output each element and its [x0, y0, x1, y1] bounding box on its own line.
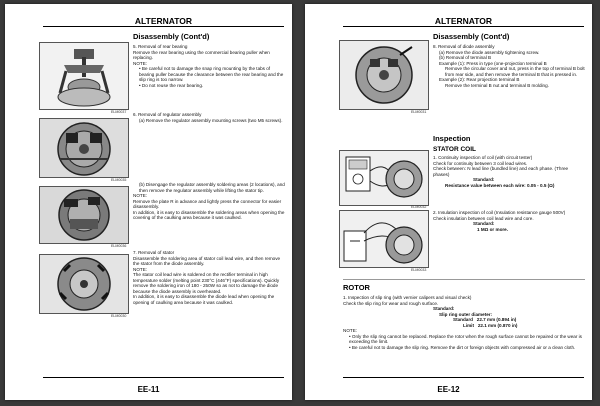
figure-code: ELM0030: [111, 314, 127, 318]
note-item: In addition, it is easy to disassemble the soldering areas when opening the covering of the caulking area because it was caulked.: [133, 209, 285, 220]
stator-removal-figure: [39, 254, 129, 314]
insulation-gauge-figure: [339, 210, 429, 268]
standard-label: Standard:: [473, 177, 495, 182]
section-divider: [343, 279, 585, 280]
step-text: (b) Removal of terminal B: [439, 55, 492, 60]
step-text: (b) Disengage the regulator assembly soldering areas (2 locations), and then remove the regulator assembly while lifting the stator tip.: [139, 182, 285, 193]
left-text-column: [133, 32, 285, 88]
step-text: Disassemble the soldering area of stator coil lead wire, and then remove the stator from the diode assembly.: [133, 255, 281, 266]
rotor-heading: ROTOR: [343, 283, 370, 292]
standard-label: Standard:: [433, 306, 455, 311]
stator-coil-heading: STATOR COIL: [433, 146, 476, 153]
header-rule: [343, 26, 584, 27]
standard-value: Resistance value between each wire: 0.05 - 0.5 (Ω): [445, 182, 555, 188]
limit-row: Limit 22.1 mm (0.870 in): [463, 322, 518, 328]
right-text-column: [433, 32, 585, 88]
step-text: (a) Remove the diode assembly tightening screw.: [439, 49, 540, 55]
step-heading: 2. Insulation inspection of coil (Insulation resistance gauge 500V): [433, 210, 566, 215]
step-text: Check for continuity between 3 coil lead wires.: [433, 160, 528, 166]
note-label: NOTE:: [133, 193, 148, 198]
example-text: Remove the circular cover and nut, press in the top of terminal B bolt from rear side, and then remove the terminal B that is pressed in.: [445, 66, 585, 77]
note-item: The stator coil lead wire is soldered on the rectifier terminal in high temperature solder (melting point 230°C (446°F) specifications). Quickly remove the soldering iron of 180 - 250W so as not to damage the diode because the diode assembly is overheated.: [133, 272, 280, 294]
note-item: In addition, it is easy to disassemble the diode lead when opening the opening of caulking area because it was caulked.: [133, 294, 275, 305]
regulator-screws-figure: [39, 118, 129, 178]
rotor-section: [343, 276, 585, 350]
circuit-tester-figure: [339, 150, 429, 206]
note-item: • Be careful not to damage the slip ring. Remove the dirt or foreign objects with compressed air or a clean cloth.: [349, 344, 576, 350]
regulator-soldering-figure: [39, 186, 129, 244]
note-item: Remove the plate R in advance and lightly press the connector for easier disassembly.: [133, 198, 282, 209]
page-header: ALTERNATOR: [134, 16, 193, 26]
note-label: NOTE:: [343, 328, 358, 333]
figure-code: ELM0032: [411, 205, 427, 209]
step-heading: 1. Continuity inspection of coil (with circuit tester): [433, 155, 533, 160]
note-item: • Do not reuse the rear bearing.: [139, 82, 204, 88]
inspection-section: [433, 134, 585, 188]
left-text-column: [133, 112, 285, 123]
page-number: EE-11: [137, 385, 160, 394]
standard-row: Standard 22.7 mm (0.894 in): [453, 317, 517, 322]
note-label: NOTE:: [133, 60, 148, 66]
section-title: Disassembly (Cont'd): [133, 32, 210, 41]
rear-bearing-puller-figure: [39, 42, 129, 110]
figure-code: ELM0031: [411, 110, 427, 114]
figure-code: ELM0037: [111, 110, 127, 114]
example-label: Example (2): Rear projection terminal B: [439, 77, 520, 82]
note-item: • Only the slip ring cannot be replaced. Replace the rotor when the rough surface cannot be repaired or the wear is exceeding the limit.: [349, 333, 582, 344]
step-heading: 7. Removal of stator: [133, 250, 175, 255]
header-rule: [43, 26, 284, 27]
figure-code: ELM0035: [111, 178, 127, 182]
step-heading: 5. Removal of rear bearing: [133, 44, 188, 49]
standard-value: 1 MΩ or more.: [477, 226, 508, 232]
standard-sublabel: Slip ring outer diameter:: [439, 311, 493, 317]
step-heading: 6. Removal of regulator assembly: [133, 112, 202, 117]
footer-rule: [343, 377, 584, 378]
note-item: • Be careful not to damage the snap ring mounting by the tabs of bearing puller because the clearance between the rear bearing and the slip ring is too narrow.: [139, 66, 284, 82]
inspection-heading: Inspection: [433, 134, 471, 143]
figure-code: ELM0036: [111, 244, 127, 248]
step-heading: 8. Removal of diode assembly: [433, 44, 495, 49]
step-text: Check between: N lead line (bundled line) and each phase. (Three phases): [433, 166, 569, 177]
step-text: (a) Remove the regulator assembly mounting screws (two M5 screws).: [139, 117, 283, 123]
insulation-section: [433, 210, 585, 232]
figure-code: ELM0033: [411, 268, 427, 272]
note-label: NOTE:: [133, 266, 148, 272]
section-title: Disassembly (Cont'd): [433, 32, 510, 41]
diode-assembly-figure: [339, 40, 429, 110]
step-heading: 1. Inspection of slip ring (with vernier calipers and visual check): [343, 295, 472, 300]
left-text-column: [133, 182, 285, 221]
left-page: [5, 4, 292, 400]
right-page: [305, 4, 592, 400]
left-text-column: [133, 250, 285, 305]
page-header: ALTERNATOR: [434, 16, 493, 26]
standard-label: Standard:: [473, 221, 495, 226]
page-number: EE-12: [437, 385, 460, 394]
footer-rule: [43, 377, 284, 378]
example-label: Example (1): Press in type (one-projection terminal B: [439, 60, 547, 66]
step-text: Remove the rear bearing using the commercial bearing puller when replacing.: [133, 49, 270, 60]
step-text: Check insulation between coil lead wire and core.: [433, 215, 534, 221]
step-text: Check the slip ring for wear and rough surface.: [343, 300, 439, 306]
example-text: Remove the terminal B nut and terminal B molding.: [445, 82, 549, 88]
